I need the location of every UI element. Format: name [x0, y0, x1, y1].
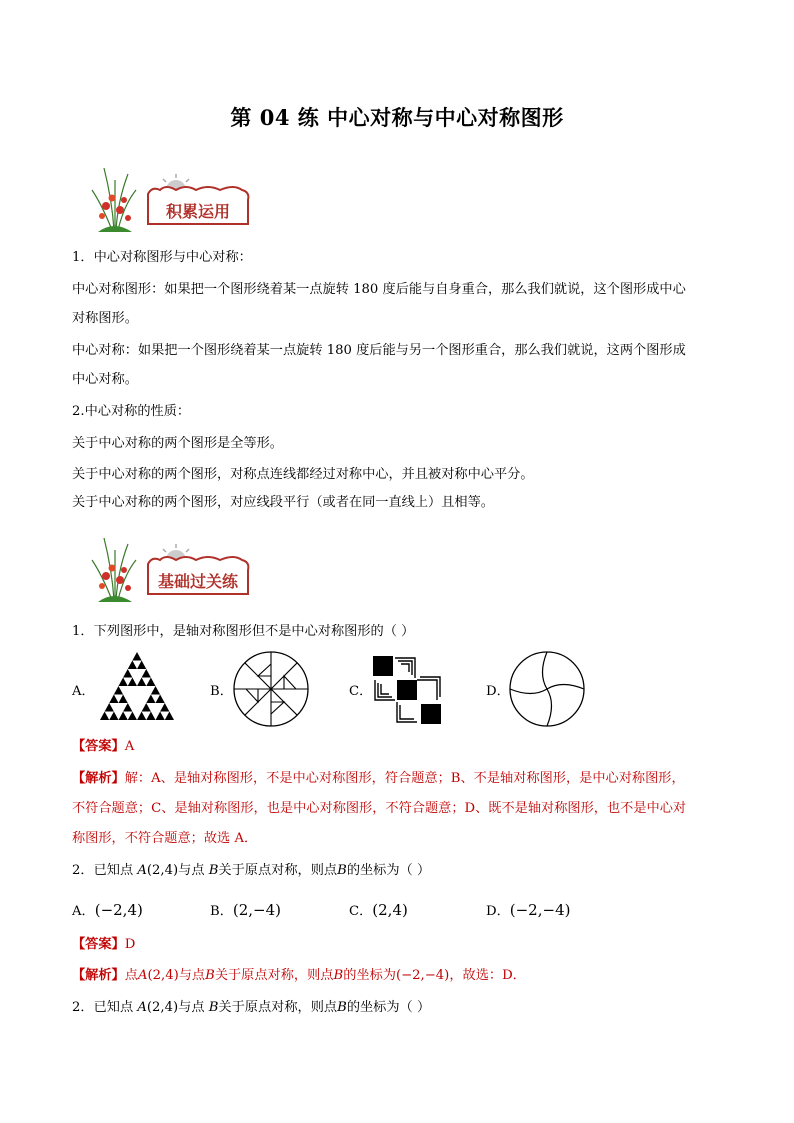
- q1-option-a-label: A．: [72, 684, 95, 699]
- q1-option-d-label: D．: [486, 684, 510, 699]
- knowledge-para-3: 关于中心对称的两个图形是全等形。: [72, 436, 283, 451]
- knowledge-para-1a: 中心对称图形：如果把一个图形绕着某一点旋转 180 度后能与自身重合，那么我们就说，这个图形成中心: [72, 282, 686, 297]
- q2-analysis: 【解析】点A(2,4)与点B关于原点对称，则点B的坐标为(−2,−4)，故选：D．: [72, 968, 526, 983]
- banner-label: 基础过关练: [157, 572, 239, 591]
- section-banner-basic: [84, 530, 284, 610]
- q1-analysis-line-2: 不符合题意；C、是轴对称图形，也是中心对称图形，不符合题意；D、既不是轴对称图形，也不是中心对: [72, 801, 687, 816]
- q2-stem: 2．已知点 A(2,4)与点 B关于原点对称，则点B的坐标为（ ）: [72, 863, 431, 878]
- q2-option-c: C．(2,4): [349, 901, 408, 919]
- q1-option-c-label: C．: [349, 684, 373, 699]
- q1-answer: 【答案】A: [72, 739, 135, 754]
- q1-analysis-line-1: 【解析】解：A、是轴对称图形，不是中心对称图形，符合题意；B、不是轴对称图形，是中心对称图形，: [72, 771, 685, 786]
- q1-figure-b-pinwheel-circle: [232, 650, 310, 728]
- page-title: 第 04 练 中心对称与中心对称图形: [230, 105, 564, 130]
- flower-plant-icon: [92, 168, 136, 232]
- knowledge-para-1b: 对称图形。: [72, 311, 138, 326]
- q1-stem: 1．下列图形中，是轴对称图形但不是中心对称图形的（ ）: [72, 624, 415, 639]
- q3-stem: 2．已知点 A(2,4)与点 B关于原点对称，则点B的坐标为（ ）: [72, 1000, 431, 1015]
- q1-figure-c-squares: [371, 654, 443, 726]
- knowledge-para-2a: 中心对称：如果把一个图形绕着某一点旋转 180 度后能与另一个图形重合，那么我们就说，这两个图形成: [72, 343, 686, 358]
- flower-plant-icon: [92, 538, 136, 602]
- q2-answer: 【答案】D: [72, 937, 136, 952]
- q1-figure-a-sierpinski-triangle: [98, 650, 176, 722]
- knowledge-para-4: 关于中心对称的两个图形，对称点连线都经过对称中心，并且被对称中心平分。: [72, 467, 534, 482]
- q1-figure-d-swirl-circle: [508, 650, 586, 728]
- q2-option-d: D．(−2,−4): [486, 901, 571, 919]
- knowledge-para-2b: 中心对称。: [72, 372, 138, 387]
- knowledge-para-5: 关于中心对称的两个图形，对应线段平行（或者在同一直线上）且相等。: [72, 495, 494, 510]
- knowledge-heading-1: 1．中心对称图形与中心对称：: [72, 250, 252, 265]
- q1-option-b-label: B．: [210, 684, 233, 699]
- q2-option-a: A．(−2,4): [72, 901, 143, 919]
- q1-analysis-line-3: 称图形，不符合题意；故选 A．: [72, 831, 258, 846]
- section-banner-accumulate: [84, 160, 284, 240]
- knowledge-heading-2: 2.中心对称的性质：: [72, 404, 191, 419]
- q2-option-b: B．(2,−4): [210, 901, 282, 919]
- banner-label: 积累运用: [165, 202, 231, 221]
